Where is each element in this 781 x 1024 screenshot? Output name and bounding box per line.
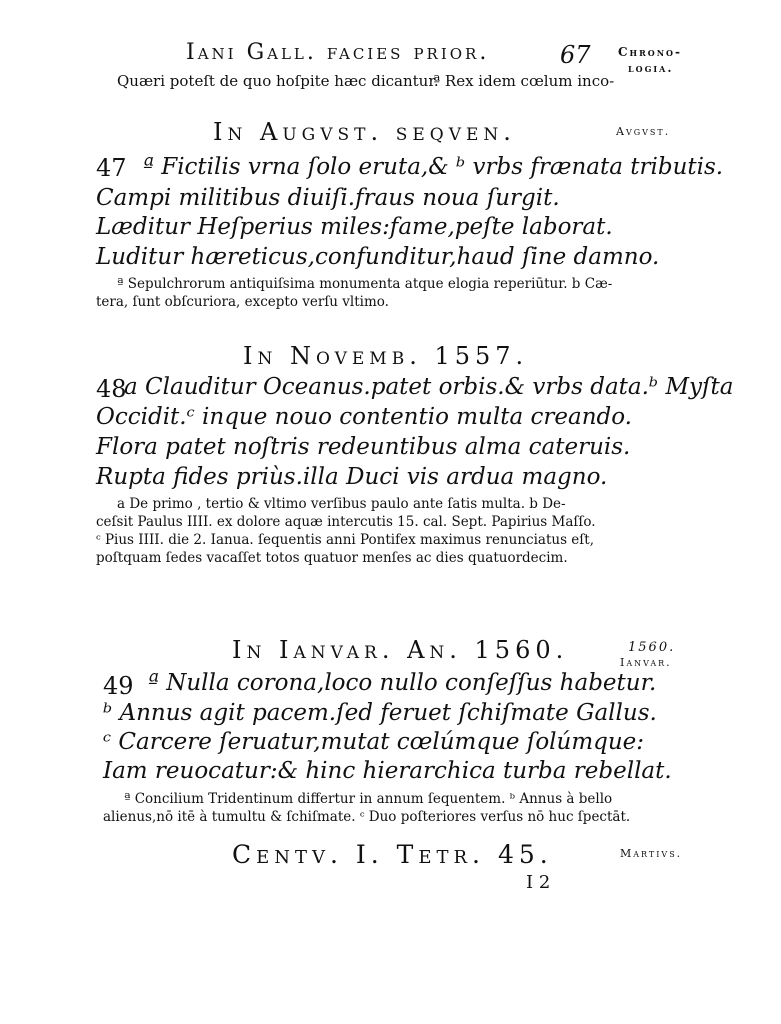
note-line: alienus,nō itē à tumultu & ſchiſmate. ᶜ Duo poſteriores verſus nō huc ſpectāt. — [103, 809, 631, 825]
verse-line: ᵇ Annus agit pacem.ſed feruet ſchiſmate Gallus. — [103, 700, 657, 726]
note-line: a De primo , tertio & vltimo verſibus paulo ante ſatis multa. b De- — [117, 496, 566, 512]
margin-label-line-1: Chrono- — [618, 45, 682, 59]
section-number: 49 — [103, 672, 134, 700]
verse-line: Flora patet noſtris redeuntibus alma cateruis. — [96, 434, 631, 460]
section-number: 47 — [96, 154, 127, 182]
margin-label-line-2: logia. — [628, 61, 674, 75]
running-head-title: Iani Gall. facies prior. — [186, 40, 490, 65]
section-margin-note: Avgvst. — [616, 125, 671, 138]
signature-mark: I 2 — [526, 872, 551, 893]
verse-line: Occidit.ᶜ inque nouo contentio multa creando. — [96, 404, 632, 430]
note-line: ª Concilium Tridentinum differtur in annum ſequentem. ᵇ Annus à bello — [124, 791, 613, 807]
verse-line: Luditur hæreticus,confunditur,haud ſine damno. — [96, 244, 660, 270]
section-number: 48 — [96, 375, 127, 403]
note-line: tera, ſunt obſcuriora, excepto verſu vltimo. — [96, 294, 389, 310]
verse-line: Læditur Heſperius miles:fame,peſte laborat. — [96, 214, 613, 240]
verse-line: a Clauditur Oceanus.patet orbis.& vrbs data.ᵇ Myſta — [124, 374, 734, 400]
page-number: 67 — [560, 41, 591, 69]
section-heading: In Novemb. 1557. — [243, 342, 529, 370]
intro-line: Quæri poteſt de quo hoſpite hæc dicantur. — [117, 72, 439, 90]
verse-line: Iam reuocatur:& hinc hierarchica turba rebellat. — [103, 758, 672, 784]
verse-line: ª Fictilis vrna ſolo eruta,& ᵇ vrbs frænata tributis. — [143, 154, 724, 180]
footer-margin-note: Martivs. — [620, 847, 683, 860]
verse-line: ª Nulla corona,loco nullo conſeſſus habetur. — [148, 670, 657, 696]
note-line: ª Sepulchrorum antiquiſsima monumenta atque elogia reperiūtur. b Cæ- — [117, 276, 613, 292]
verse-line: Campi militibus diuiſi.fraus noua ſurgit. — [96, 185, 560, 211]
section-heading: In Augvst. seqven. — [213, 118, 516, 146]
verse-line: Rupta fides priùs.illa Duci vis ardua magno. — [96, 464, 608, 490]
section-margin-year: 1560. — [628, 640, 676, 655]
note-line: ceſsit Paulus IIII. ex dolore aquæ intercutis 15. cal. Sept. Papirius Maſſo. — [96, 514, 596, 530]
intro-note-start: ª Rex idem cœlum inco- — [433, 72, 615, 90]
section-heading: In Ianvar. An. 1560. — [232, 636, 569, 664]
note-line: ᶜ Pius IIII. die 2. Ianua. ſequentis anni Pontifex maximus renunciatus eſt, — [96, 532, 595, 548]
note-line: poſtquam ſedes vacaſſet totos quatuor menſes ac dies quatuordecim. — [96, 550, 568, 566]
footer-title: Centv. I. Tetr. 45. — [232, 840, 553, 869]
section-margin-month: Ianvar. — [620, 656, 672, 669]
verse-line: ᶜ Carcere ſeruatur,mutat cœlúmque ſolúmque: — [103, 729, 645, 755]
